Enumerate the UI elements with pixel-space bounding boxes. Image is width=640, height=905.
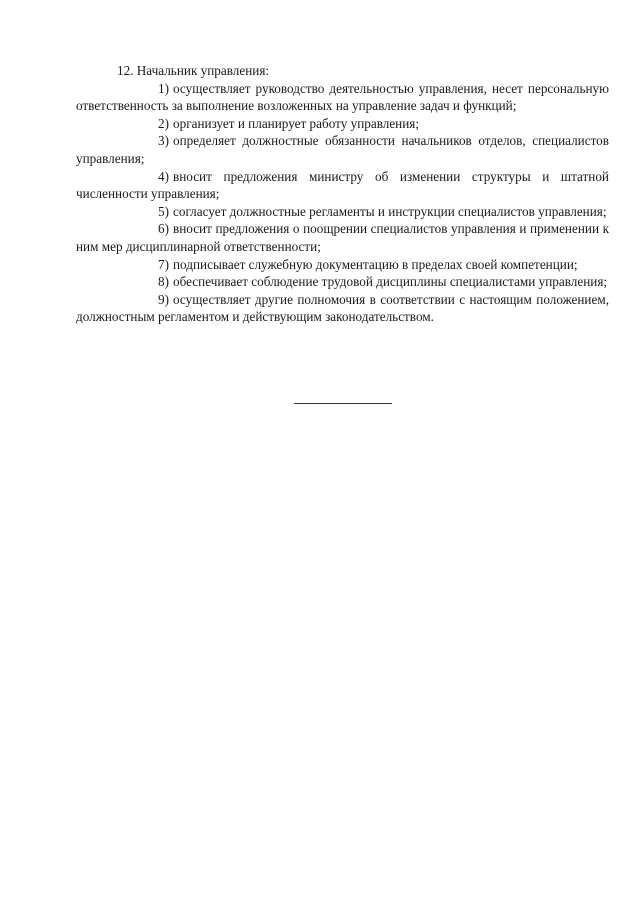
list-item [76, 220, 609, 255]
item-text: подписывает служебную документацию в пределах своей компетенции; [173, 256, 578, 272]
list-item [76, 115, 609, 133]
item-number: 9) [158, 291, 169, 307]
item-text: организует и планирует работу управления; [173, 115, 420, 131]
item-text: вносит предложения министру об изменении структуры и штатной численности управления; [76, 168, 609, 202]
item-number: 7) [158, 256, 169, 272]
item-number: 1) [158, 80, 169, 96]
item-number: 2) [158, 115, 169, 131]
list-item [76, 291, 609, 326]
list-item [76, 168, 609, 203]
item-number: 8) [158, 274, 169, 290]
section-heading: 12. Начальник управления: [117, 63, 270, 78]
list-item [76, 203, 609, 221]
list-item [76, 256, 609, 274]
item-text: согласует должностные регламенты и инструкции специалистов управления; [173, 203, 607, 219]
item-text: определяет должностные обязанности начальников отделов, специалистов управления; [76, 133, 609, 166]
item-number: 4) [158, 168, 169, 184]
item-number: 6) [158, 221, 169, 237]
item-text: обеспечивает соблюдение трудовой дисциплины специалистами управления; [173, 274, 608, 290]
list-item [76, 273, 609, 291]
item-text: вносит предложения о поощрении специалистов управления и применении к ним мер дисциплинарной ответственности; [76, 221, 609, 254]
end-divider [294, 403, 392, 404]
item-text: осуществляет руководство деятельностью управления, несет персональную ответственность за выполнение возложенных на управление задач и функций; [76, 80, 609, 114]
document-body [76, 62, 609, 326]
item-number: 3) [158, 133, 169, 149]
item-number: 5) [158, 203, 169, 219]
item-text: осуществляет другие полномочия в соответствии с настоящим положением, должностным регламентом и действующим законодательством. [76, 291, 609, 325]
list-item [76, 80, 609, 115]
list-item [76, 132, 609, 167]
